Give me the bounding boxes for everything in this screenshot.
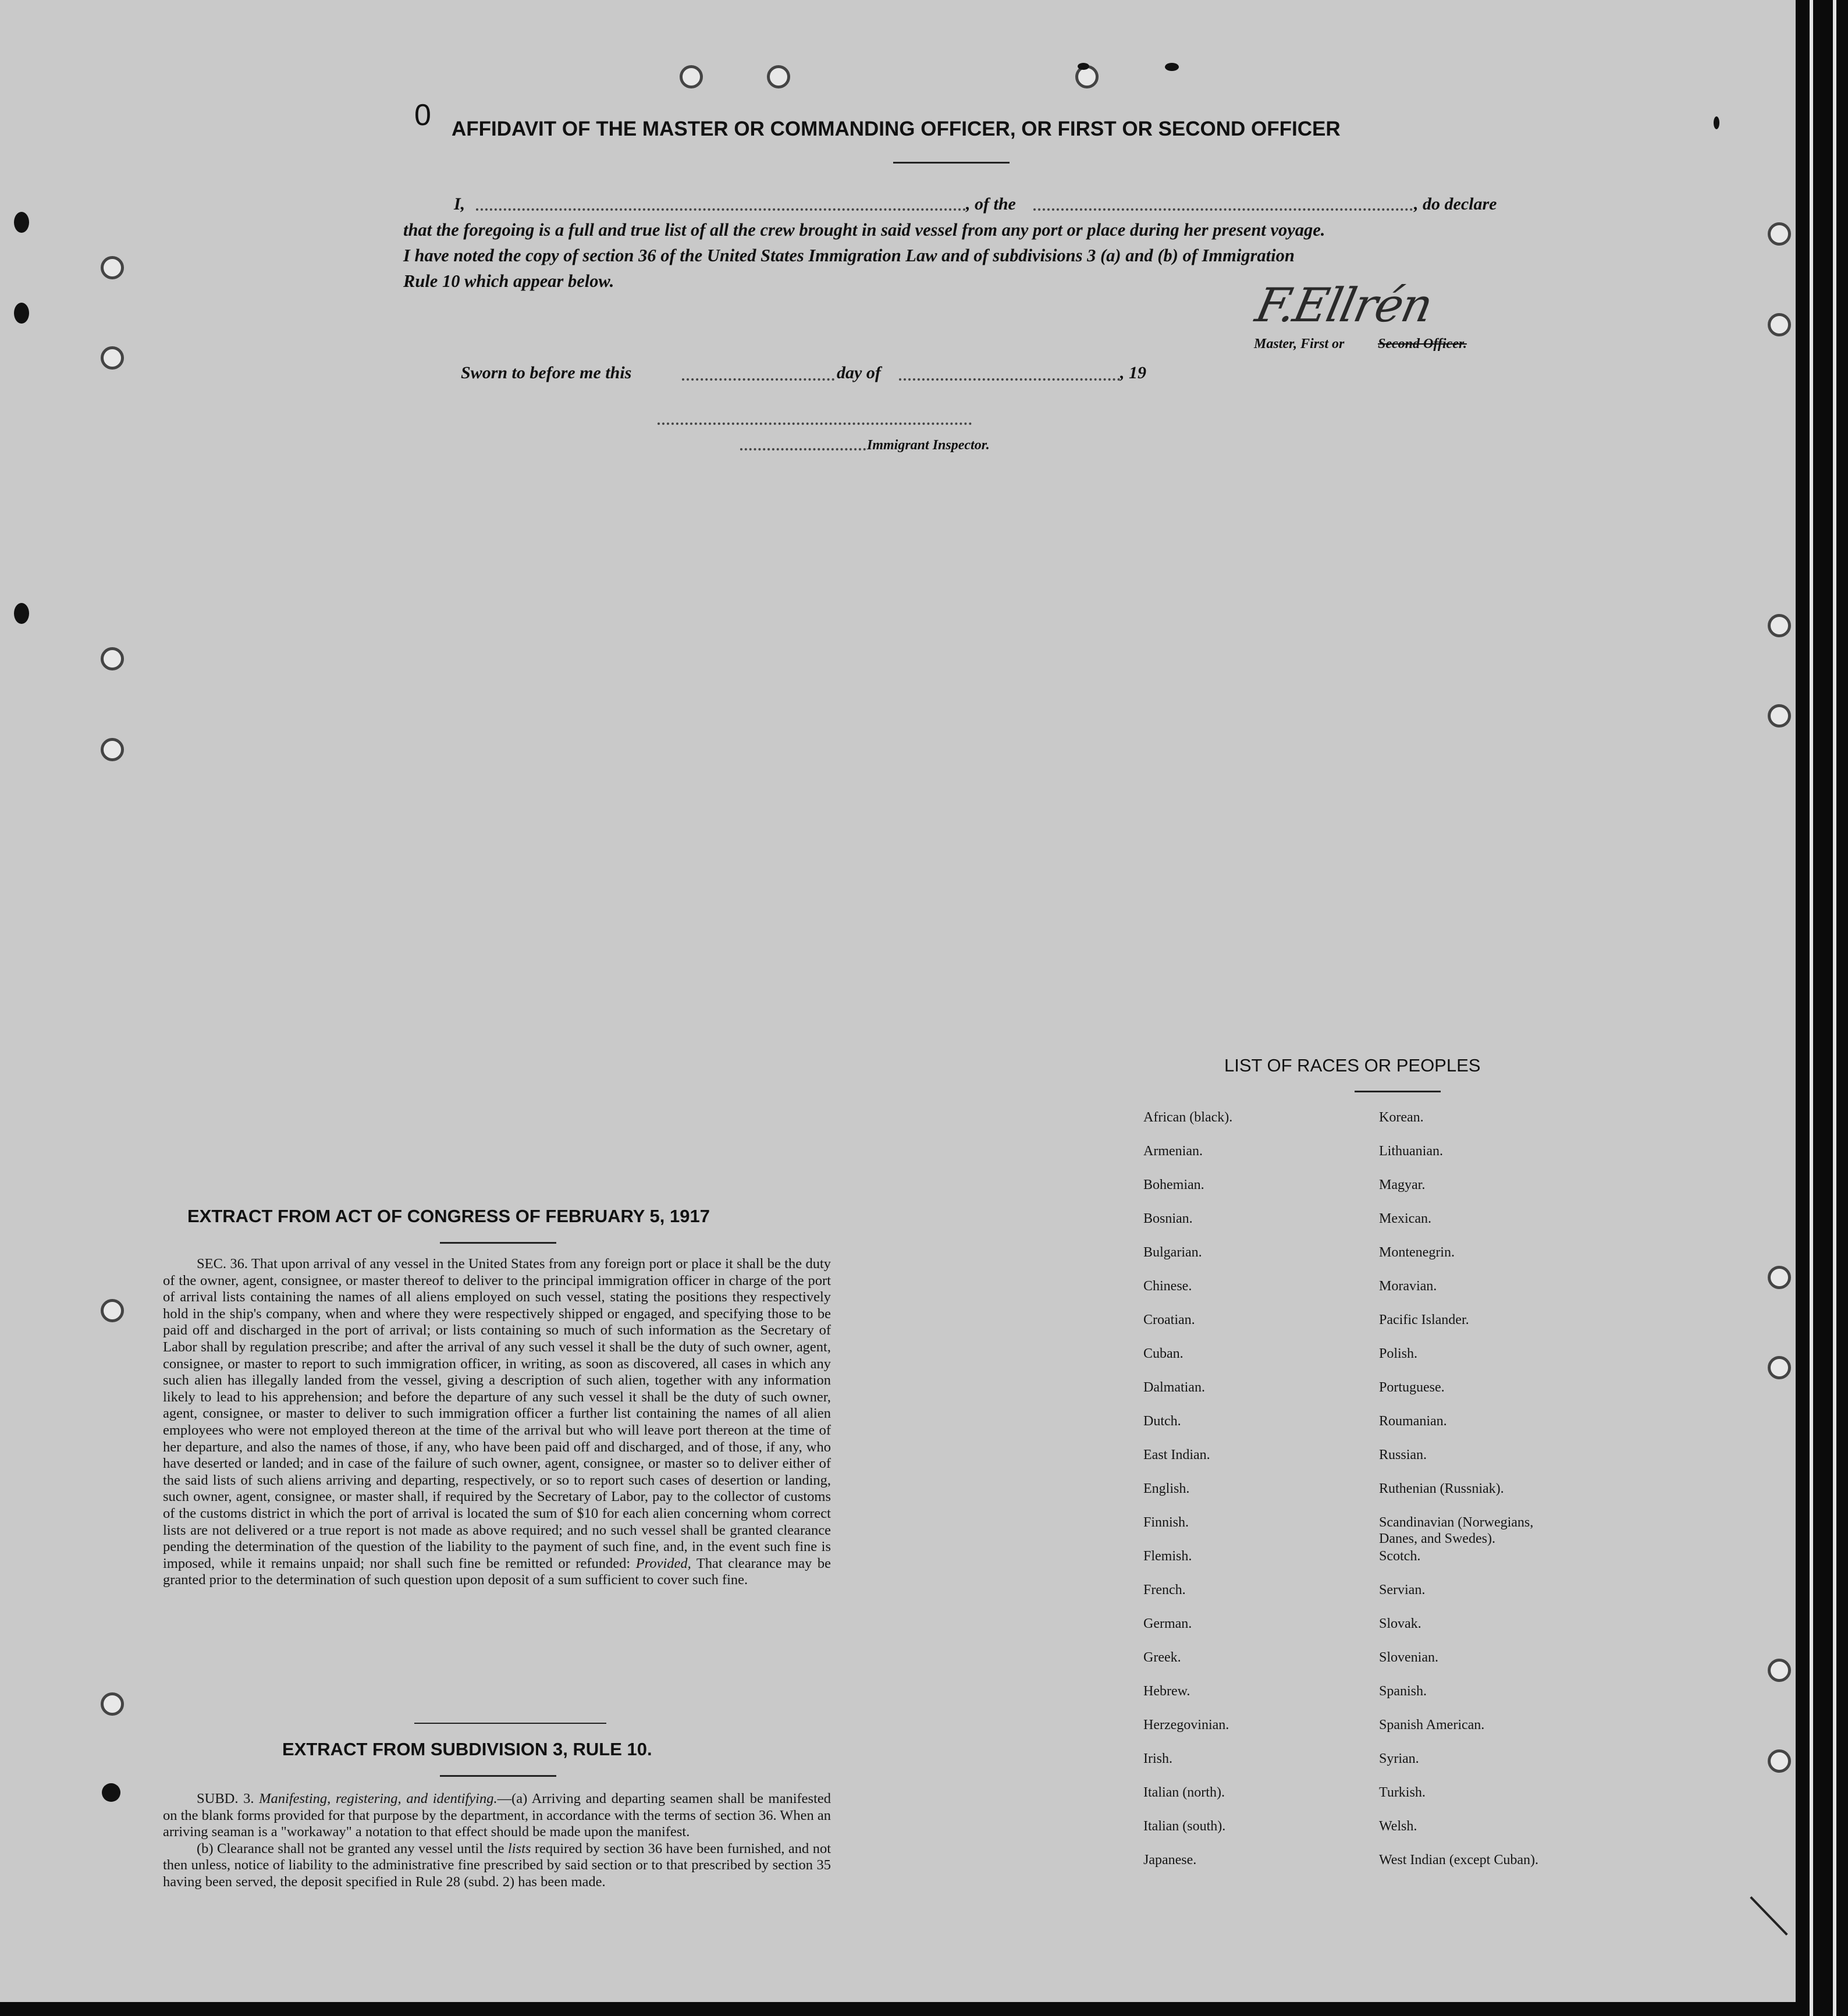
affidavit-line-1: that the foregoing is a full and true list of all the crew brought in said vessel from any port or place during her present voyage. [403, 220, 1325, 240]
binder-hole [767, 65, 790, 88]
name-blank[interactable] [476, 208, 966, 211]
binder-hole [1768, 313, 1791, 336]
sworn-label: Sworn to before me this [461, 363, 632, 382]
race-item: Dutch. [1143, 1414, 1181, 1429]
title-underline [893, 162, 1010, 164]
race-item: Japanese. [1143, 1852, 1197, 1868]
binder-hole [1768, 1356, 1791, 1379]
race-item: English. [1143, 1481, 1190, 1496]
binder-hole [101, 647, 124, 670]
master-signature: F.Ellrén [1251, 278, 1437, 332]
race-item: Cuban. [1143, 1346, 1184, 1361]
inspector-label: Immigrant Inspector. [867, 438, 990, 453]
punch-mark [14, 303, 29, 324]
binder-hole [101, 256, 124, 279]
race-item: Welsh. [1379, 1819, 1417, 1834]
race-item: Montenegrin. [1379, 1245, 1455, 1260]
sworn-month-blank[interactable] [899, 378, 1120, 381]
inspector-signature-blank[interactable] [740, 448, 866, 450]
extract-act-title: EXTRACT FROM ACT OF CONGRESS OF FEBRUARY 5, 1917 [187, 1206, 710, 1226]
binder-hole [680, 65, 703, 88]
binder-hole [1768, 222, 1791, 246]
extract-act-text [163, 1256, 831, 1589]
binder-hole [101, 346, 124, 370]
race-item: Portuguese. [1379, 1380, 1445, 1395]
race-item: Chinese. [1143, 1279, 1192, 1294]
punch-mark [1714, 116, 1719, 129]
punch-mark [1078, 63, 1089, 70]
vessel-blank[interactable] [1033, 208, 1413, 211]
race-item: Armenian. [1143, 1144, 1203, 1159]
race-item: Slovak. [1379, 1616, 1421, 1631]
page-stamp-number: 0 [414, 98, 431, 132]
race-item: Syrian. [1379, 1751, 1419, 1766]
extract-rule-text [163, 1791, 831, 1891]
race-item: East Indian. [1143, 1447, 1210, 1463]
race-item: Spanish. [1379, 1684, 1427, 1699]
race-item: Scandinavian (Norwegians, Danes, and Swedes). [1379, 1515, 1534, 1546]
race-item: Roumanian. [1379, 1414, 1447, 1429]
race-item: Polish. [1379, 1346, 1418, 1361]
extract-rule-title: EXTRACT FROM SUBDIVISION 3, RULE 10. [282, 1739, 652, 1759]
day-of-label: day of [837, 363, 881, 382]
races-title: LIST OF RACES OR PEOPLES [1224, 1055, 1481, 1076]
race-item: Turkish. [1379, 1785, 1426, 1800]
binder-hole [1768, 1659, 1791, 1682]
races-underline [1355, 1091, 1441, 1092]
subd-paragraph-a: —(a) Arriving and departing seamen shall be manifested on the blank forms provided for that purpose by the department, in accordance with the terms of section 36. When an arriving seaman is a "workaway" a notation to that effect should be made upon the manifest. [163, 1791, 831, 1840]
binder-hole [1768, 614, 1791, 637]
race-item: Korean. [1379, 1110, 1424, 1125]
subd-heading: Manifesting, registering, and identifying. [259, 1791, 497, 1806]
race-item: Scotch. [1379, 1549, 1421, 1564]
affidavit-line-3: Rule 10 which appear below. [403, 271, 614, 291]
inspector-rule [658, 423, 972, 425]
affidavit-title: AFFIDAVIT OF THE MASTER OR COMMANDING OFFICER, OR FIRST OR SECOND OFFICER [452, 118, 1341, 140]
binder-hole [101, 1692, 124, 1716]
master-label: Master, First or [1254, 336, 1345, 352]
affidavit-line-2: I have noted the copy of section 36 of the United States Immigration Law and of subdivisions 3 (a) and (b) of Immigration [403, 246, 1295, 265]
race-item: Irish. [1143, 1751, 1172, 1766]
race-item: Spanish American. [1379, 1717, 1485, 1733]
punch-mark [14, 603, 29, 624]
punch-mark [1165, 63, 1179, 71]
section-36-text: SEC. 36. That upon arrival of any vessel in the United States from any foreign port or place it shall be the duty of the owner, agent, consignee, or master thereof to deliver to the principal immigration officer in charge of the port of arrival lists containing the names of all aliens employed on such vessel, stating the positions they respectively hold in the ship's company, when and where they were respectively shipped or engaged, and specifying those to be paid off and discharged in the port of arrival; or lists containing so much of such information as the Secretary of Labor shall by regulation prescribe; and after the arrival of any such vessel it shall be the duty of such owner, agent, consignee, or master to report to such immigration officer, in writing, as soon as discovered, all cases in which any such alien has illegally landed from the vessel, giving a description of such alien, together with any information likely to lead to his apprehension; and before the departure of any such vessel it shall be the duty of such owner, agent, consignee, or master to deliver to such immigration officer a further list containing the names of all alien employees who were not employed thereon at the time of the arrival but who will leave port thereon at the time of her departure, and also the names of those, if any, who have been paid off and discharged, and of those, if any, who have deserted or landed; and in case of the failure of such owner, agent, consignee, or master so to deliver either of the said lists of such aliens arriving and departing, respectively, or so to report such cases of desertion or landing, such owner, agent, consignee, or master shall, if required by the Secretary of Labor, pay to the collector of customs of the customs district in which the port of arrival is located the sum of $10 for each alien concerning whom correct lists are not delivered or a true report is not made as above required; and no such vessel shall be granted clearance pending the determination of the question of the liability to the payment of such fine, and, in the event such fine is imposed, while it remains unpaid; nor shall such fine be remitted or refunded: [163, 1256, 831, 1571]
subd-label: SUBD. 3. [197, 1791, 254, 1806]
race-item: Russian. [1379, 1447, 1427, 1463]
race-item: Servian. [1379, 1582, 1426, 1598]
lists-word: lists [507, 1840, 531, 1857]
section-36-text-end: That clearance may be granted prior to the determination of such question upon deposit of a sum sufficient to cover such fine. [163, 1555, 831, 1588]
race-item: Bosnian. [1143, 1211, 1193, 1226]
punch-mark [14, 212, 29, 233]
race-item: Lithuanian. [1379, 1144, 1443, 1159]
affidavit-do-declare: , do declare [1414, 194, 1497, 214]
race-item: Dalmatian. [1143, 1380, 1205, 1395]
race-item: Magyar. [1379, 1177, 1426, 1192]
binder-hole [1768, 704, 1791, 727]
race-item: French. [1143, 1582, 1186, 1598]
provided-word: Provided, [635, 1555, 691, 1571]
race-item: Mexican. [1379, 1211, 1431, 1226]
binder-hole [101, 738, 124, 761]
race-item: Moravian. [1379, 1279, 1437, 1294]
race-item: Flemish. [1143, 1549, 1192, 1564]
race-item: Croatian. [1143, 1312, 1195, 1328]
race-item: Italian (north). [1143, 1785, 1225, 1800]
binder-hole [1768, 1266, 1791, 1289]
race-item: Bulgarian. [1143, 1245, 1202, 1260]
extract-rule-underline [440, 1775, 556, 1777]
race-item: Bohemian. [1143, 1177, 1204, 1192]
race-item: Greek. [1143, 1650, 1181, 1665]
sworn-day-blank[interactable] [682, 378, 834, 381]
extract-act-underline [440, 1242, 556, 1244]
subd-paragraph-b-prefix: (b) Clearance shall not be granted any vessel until the [197, 1840, 504, 1857]
races-left-column [1143, 1109, 1318, 1886]
race-item: Herzegovinian. [1143, 1717, 1229, 1733]
page-edge [1810, 0, 1813, 2016]
races-right-column [1379, 1109, 1612, 1886]
race-item: German. [1143, 1616, 1192, 1631]
race-item: Ruthenian (Russniak). [1379, 1481, 1504, 1496]
affidavit-i-label: I, [454, 194, 465, 214]
race-item: Slovenian. [1379, 1650, 1438, 1665]
race-item: Pacific Islander. [1379, 1312, 1469, 1328]
second-officer-struck: Second Officer. [1378, 336, 1467, 352]
punch-mark [102, 1783, 120, 1802]
race-item: West Indian (except Cuban). [1379, 1852, 1538, 1868]
race-item: Italian (south). [1143, 1819, 1226, 1834]
page-edge [1833, 0, 1836, 2016]
race-item: Finnish. [1143, 1515, 1189, 1530]
binder-hole [101, 1299, 124, 1322]
binder-hole [1768, 1749, 1791, 1773]
section-divider [414, 1723, 606, 1724]
race-item: African (black). [1143, 1110, 1233, 1125]
year-label: , 19 [1120, 363, 1146, 382]
affidavit-of-the-label: , of the [966, 194, 1016, 214]
subd-paragraph-b-rest: required by section 36 have been furnished, and not then unless, notice of liability to the administrative fine prescribed by said section or to that prescribed by section 35 having been served, the deposit specified in Rule 28 (subd. 2) has been made. [163, 1840, 831, 1890]
race-item: Hebrew. [1143, 1684, 1190, 1699]
